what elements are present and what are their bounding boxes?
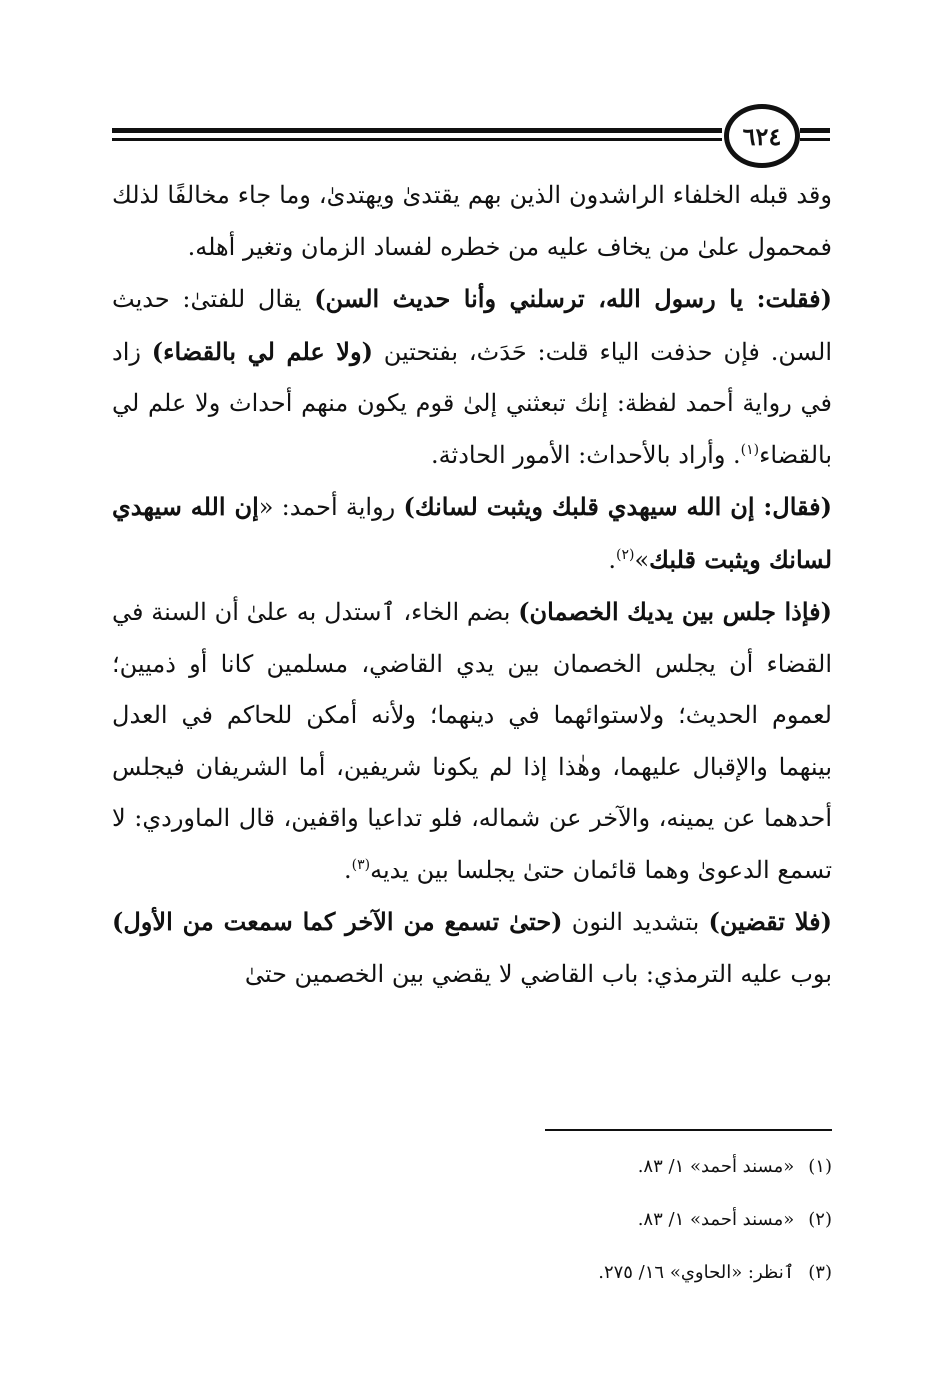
footnote-text: ٱنظر: «الحاوي» ١٦/ ٢٧٥.: [598, 1262, 795, 1283]
page-number-badge: [724, 104, 800, 168]
text-run: زاد في رواية أحمد لفظة: إنك تبعثني إلىٰ قوم يكون منهم أحداث ولا علم لي بالقضاء: [112, 337, 832, 469]
header-rule-right-top: [800, 128, 830, 133]
bold-text: (حتىٰ تسمع من الآخر كما سمعت من الأول): [112, 907, 563, 936]
text-run: يقال للفتىٰ: حديث السن. فإن حذفت الياء قلت: حَدَث، بفتحتين: [112, 285, 832, 366]
header-rule-top: [112, 128, 722, 133]
paragraph: [112, 170, 832, 273]
bold-text: (فقال: إن الله سيهدي قلبك ويثبت لسانك): [403, 492, 832, 521]
bold-text: إن الله سيهدي لسانك ويثبت قلبك: [112, 492, 832, 574]
footnote-divider: [545, 1129, 832, 1131]
page-number: ٦٢٤: [742, 121, 782, 151]
paragraph: [112, 586, 832, 896]
text-run: .: [608, 545, 616, 574]
footnote-ref: (٢): [615, 546, 635, 563]
text-run: . وأراد بالأحداث: الأمور الحادثة.: [431, 440, 741, 469]
header-rule-right-bottom: [800, 138, 830, 141]
bold-text: (ولا علم لي بالقضاء): [151, 336, 373, 366]
text-run: وقد قبله الخلفاء الراشدون الذين بهم يقتدىٰ ويهتدىٰ، وما جاء مخالفًا لذلك فمحمول علىٰ من يخاف عليه من خطره لفساد الزمان وتغير أهله.: [112, 181, 832, 261]
footnote: [400, 1140, 832, 1193]
text-run: بتشديد النون: [562, 908, 709, 936]
text-run: بضم الخاء، ٱستدل به علىٰ أن السنة في القضاء أن يجلس الخصمان بين يدي القاضي، مسلمين كانا أو ذميين؛ لعموم الحديث؛ ولاستوائهما في دينهما؛ ولأنه أمكن للحاكم في العدل بينهما والإقبال عليهما، وهٰذا إذا لم يكونا شريفين، أما الشريفان فيجلس أحدهما عن يمينه، والآخر عن شماله، فلو تداعيا واقفين، قال الماوردي: لا تسمع الدعوىٰ وهما قائمان حتىٰ يجلسا بين يديه: [112, 598, 832, 884]
footnotes: [400, 1140, 832, 1299]
footnote-number: (٣): [808, 1262, 832, 1283]
footnote-ref: (٣): [351, 856, 371, 873]
paragraph: [112, 273, 832, 481]
bold-text: (فلا تقضين): [708, 907, 833, 936]
text-run: رواية أحمد: «: [258, 493, 404, 521]
footnote-number: (٢): [808, 1209, 832, 1230]
footnote: [400, 1193, 832, 1246]
footnote-number: (١): [808, 1156, 832, 1177]
paragraph: [112, 481, 832, 586]
main-text: [112, 170, 832, 1000]
text-run: »: [634, 545, 650, 574]
footnote-ref: (١): [740, 441, 760, 458]
bold-text: (فإذا جلس بين يديك الخصمان): [518, 597, 832, 626]
text-run: .: [344, 855, 352, 884]
footnote-text: «مسند أحمد» ١/ ٨٣.: [637, 1156, 795, 1177]
header-rule-bottom: [112, 138, 722, 141]
text-run: بوب عليه الترمذي: باب القاضي لا يقضي بين الخصمين حتىٰ: [244, 959, 832, 988]
paragraph: [112, 896, 832, 1000]
bold-text: (فقلت: يا رسول الله، ترسلني وأنا حديث السن): [314, 284, 832, 313]
footnote-text: «مسند أحمد» ١/ ٨٣.: [637, 1209, 795, 1230]
footnote: [400, 1246, 832, 1299]
